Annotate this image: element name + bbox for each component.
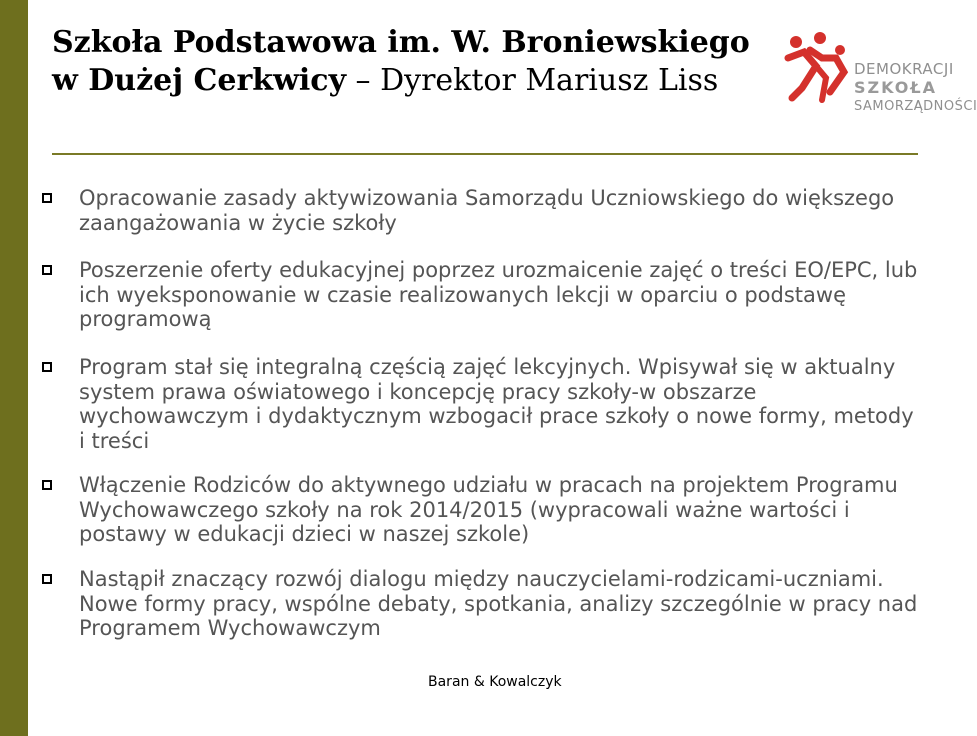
title-line-2-rest: – Dyrektor Mariusz Liss bbox=[346, 63, 719, 98]
title-line-1: Szkoła Podstawowa im. W. Broniewskiego bbox=[52, 25, 750, 60]
school-democracy-logo bbox=[782, 28, 977, 114]
list-item-text: Poszerzenie oferty edukacyjnej poprzez urozmaicenie zajęć o treści EO/EPC, lub ich wyeksponowanie w czasie realizowanych lekcji w oparciu o podstawę programową bbox=[79, 258, 918, 331]
square-bullet-icon bbox=[42, 480, 52, 490]
title-line-2-bold: w Dużej Cerkwicy bbox=[52, 63, 346, 98]
logo-figure-icon bbox=[782, 28, 852, 108]
list-item-text: Opracowanie zasady aktywizowania Samorządu Uczniowskiego do większego zaangażowania w życie szkoły bbox=[79, 186, 895, 235]
logo-line-2: SZKOŁA bbox=[854, 78, 938, 97]
list-item-text: Program stał się integralną częścią zajęć lekcyjnych. Wpisywał się w aktualny system prawa oświatowego i koncepcję pracy szkoły-w obszarze wychowawczym i dydaktycznym wzbogacił prace szkoły o nowe formy, metody i treści bbox=[79, 355, 914, 453]
logo-line-1: DEMOKRACJI bbox=[854, 60, 954, 78]
list-item-text: Włączenie Rodziców do aktywnego udziału w pracach na projektem Programu Wychowawczego szkoły na rok 2014/2015 (wypracowali ważne wartości i postawy w edukacji dzieci w naszej szkole) bbox=[79, 473, 898, 546]
page-title bbox=[52, 24, 750, 100]
square-bullet-icon bbox=[42, 265, 52, 275]
square-bullet-icon bbox=[42, 574, 52, 584]
footer-authors: Baran & Kowalczyk bbox=[428, 674, 562, 690]
list-item-text: Nastąpił znaczący rozwój dialogu między nauczycielami-rodzicami-uczniami. Nowe formy pracy, wspólne debaty, spotkania, analizy szczególnie w pracy nad Programem Wychowawczym bbox=[79, 567, 918, 640]
sidebar-accent-bar bbox=[0, 0, 28, 736]
title-divider bbox=[52, 153, 918, 155]
square-bullet-icon bbox=[42, 193, 52, 203]
logo-line-3: SAMORZĄDNOŚCI bbox=[854, 99, 977, 114]
square-bullet-icon bbox=[42, 362, 52, 372]
